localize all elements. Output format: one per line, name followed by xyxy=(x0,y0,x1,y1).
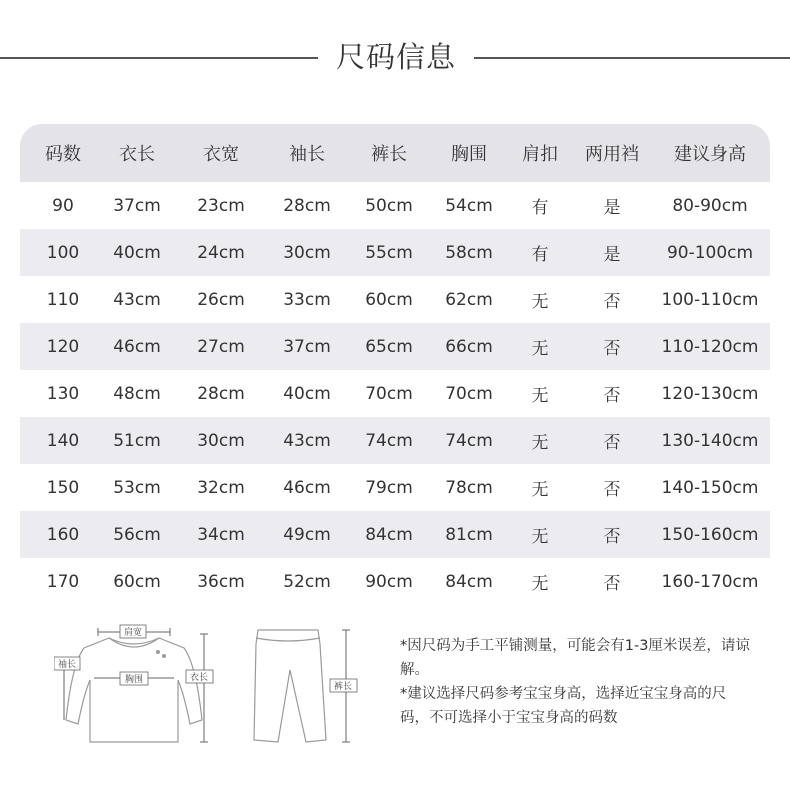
top-garment-outline xyxy=(66,638,202,742)
cell-chest: 81cm xyxy=(445,524,493,545)
cell-top-width: 34cm xyxy=(197,524,245,545)
cell-chest: 70cm xyxy=(445,383,493,404)
cell-recommended-height: 90-100cm xyxy=(666,242,754,263)
header-recommended-height: 建议身高 xyxy=(674,144,746,165)
shoulder-button-icon xyxy=(156,650,160,654)
diagram-label-shoulder: 肩宽 xyxy=(123,628,143,638)
cell-dual-crotch: 否 xyxy=(603,339,621,359)
table-row xyxy=(20,464,770,511)
cell-sleeve-length: 40cm xyxy=(283,383,331,404)
cell-top-length: 37cm xyxy=(113,195,161,216)
cell-shoulder-button: 无 xyxy=(531,386,549,406)
cell-sleeve-length: 37cm xyxy=(283,336,331,357)
cell-dual-crotch: 是 xyxy=(603,198,621,218)
cell-sleeve-length: 46cm xyxy=(283,477,331,498)
header-size: 码数 xyxy=(45,144,81,165)
cell-dual-crotch: 否 xyxy=(603,292,621,312)
cell-sleeve-length: 43cm xyxy=(283,430,331,451)
header-top-width: 衣宽 xyxy=(203,144,239,165)
cell-recommended-height: 140-150cm xyxy=(661,477,759,498)
header-top-length: 衣长 xyxy=(119,144,155,165)
cell-shoulder-button: 无 xyxy=(531,480,549,500)
cell-dual-crotch: 否 xyxy=(603,386,621,406)
cell-recommended-height: 100-110cm xyxy=(661,289,759,310)
top-garment-diagram xyxy=(54,624,214,750)
table-row xyxy=(20,511,770,558)
cell-top-length: 48cm xyxy=(113,383,161,404)
cell-recommended-height: 130-140cm xyxy=(661,430,759,451)
shoulder-button-icon xyxy=(162,654,166,658)
cell-pants-length: 84cm xyxy=(365,524,413,545)
size-table-body xyxy=(20,182,770,605)
pants-diagram xyxy=(248,624,358,750)
cell-recommended-height: 160-170cm xyxy=(661,571,759,592)
cell-dual-crotch: 否 xyxy=(603,433,621,453)
cell-recommended-height: 150-160cm xyxy=(661,524,759,545)
diagram-label-top-length: 衣长 xyxy=(189,673,209,683)
cell-chest: 54cm xyxy=(445,195,493,216)
cell-recommended-height: 120-130cm xyxy=(661,383,759,404)
cell-top-width: 30cm xyxy=(197,430,245,451)
table-row xyxy=(20,558,770,605)
cell-chest: 74cm xyxy=(445,430,493,451)
cell-size: 160 xyxy=(46,524,80,545)
section-title-row xyxy=(0,38,790,78)
cell-chest: 62cm xyxy=(445,289,493,310)
size-notes xyxy=(400,634,750,730)
cell-size: 110 xyxy=(46,289,80,310)
cell-sleeve-length: 30cm xyxy=(283,242,331,263)
diagram-label-sleeve: 袖长 xyxy=(57,660,77,670)
title-divider-right xyxy=(474,57,790,59)
header-chest: 胸围 xyxy=(451,144,487,165)
cell-shoulder-button: 有 xyxy=(531,245,549,265)
header-sleeve-length: 袖长 xyxy=(289,144,325,165)
table-row xyxy=(20,276,770,323)
cell-size: 100 xyxy=(46,242,80,263)
cell-size: 140 xyxy=(46,430,80,451)
cell-top-width: 27cm xyxy=(197,336,245,357)
cell-top-length: 40cm xyxy=(113,242,161,263)
table-row xyxy=(20,182,770,229)
cell-top-width: 24cm xyxy=(197,242,245,263)
cell-top-width: 36cm xyxy=(197,571,245,592)
note-recommendation: *建议选择尺码参考宝宝身高，选择近宝宝身高的尺码，不可选择小于宝宝身高的码数 xyxy=(400,686,727,726)
table-row xyxy=(20,370,770,417)
cell-sleeve-length: 28cm xyxy=(283,195,331,216)
cell-recommended-height: 80-90cm xyxy=(672,195,748,216)
cell-pants-length: 90cm xyxy=(365,571,413,592)
cell-top-length: 51cm xyxy=(113,430,161,451)
table-row xyxy=(20,229,770,276)
diagram-label-chest: 胸围 xyxy=(124,675,144,685)
size-table-header xyxy=(20,124,770,182)
cell-dual-crotch: 是 xyxy=(603,245,621,265)
cell-shoulder-button: 无 xyxy=(531,433,549,453)
cell-sleeve-length: 52cm xyxy=(283,571,331,592)
cell-top-length: 43cm xyxy=(113,289,161,310)
cell-chest: 58cm xyxy=(445,242,493,263)
cell-top-length: 56cm xyxy=(113,524,161,545)
cell-sleeve-length: 49cm xyxy=(283,524,331,545)
note-measurement: *因尺码为手工平铺测量，可能会有1-3厘米误差，请谅解。 xyxy=(400,638,750,678)
diagram-label-pants-length: 裤长 xyxy=(333,682,353,692)
cell-shoulder-button: 无 xyxy=(531,292,549,312)
cell-shoulder-button: 有 xyxy=(531,198,549,218)
cell-size: 150 xyxy=(46,477,80,498)
title-divider-left xyxy=(0,57,318,59)
cell-top-length: 46cm xyxy=(113,336,161,357)
cell-size: 120 xyxy=(46,336,80,357)
pants-outline xyxy=(254,630,326,742)
table-row xyxy=(20,417,770,464)
cell-top-width: 28cm xyxy=(197,383,245,404)
cell-chest: 84cm xyxy=(445,571,493,592)
cell-pants-length: 70cm xyxy=(365,383,413,404)
page-title: 尺码信息 xyxy=(335,40,456,74)
cell-dual-crotch: 否 xyxy=(603,574,621,594)
cell-size: 90 xyxy=(52,195,74,216)
cell-top-width: 23cm xyxy=(197,195,245,216)
cell-top-length: 60cm xyxy=(113,571,161,592)
header-dual-crotch: 两用裆 xyxy=(585,144,639,165)
cell-top-width: 32cm xyxy=(197,477,245,498)
cell-top-width: 26cm xyxy=(197,289,245,310)
cell-pants-length: 74cm xyxy=(365,430,413,451)
header-pants-length: 裤长 xyxy=(371,144,407,165)
cell-sleeve-length: 33cm xyxy=(283,289,331,310)
cell-recommended-height: 110-120cm xyxy=(661,336,759,357)
cell-shoulder-button: 无 xyxy=(531,339,549,359)
cell-chest: 66cm xyxy=(445,336,493,357)
cell-dual-crotch: 否 xyxy=(603,480,621,500)
cell-pants-length: 55cm xyxy=(365,242,413,263)
cell-pants-length: 50cm xyxy=(365,195,413,216)
cell-pants-length: 60cm xyxy=(365,289,413,310)
cell-top-length: 53cm xyxy=(113,477,161,498)
cell-size: 130 xyxy=(46,383,80,404)
cell-shoulder-button: 无 xyxy=(531,574,549,594)
cell-shoulder-button: 无 xyxy=(531,527,549,547)
cell-size: 170 xyxy=(46,571,80,592)
cell-pants-length: 65cm xyxy=(365,336,413,357)
cell-dual-crotch: 否 xyxy=(603,527,621,547)
size-table xyxy=(20,124,770,605)
cell-pants-length: 79cm xyxy=(365,477,413,498)
cell-chest: 78cm xyxy=(445,477,493,498)
table-row xyxy=(20,323,770,370)
header-shoulder-button: 肩扣 xyxy=(522,144,558,165)
